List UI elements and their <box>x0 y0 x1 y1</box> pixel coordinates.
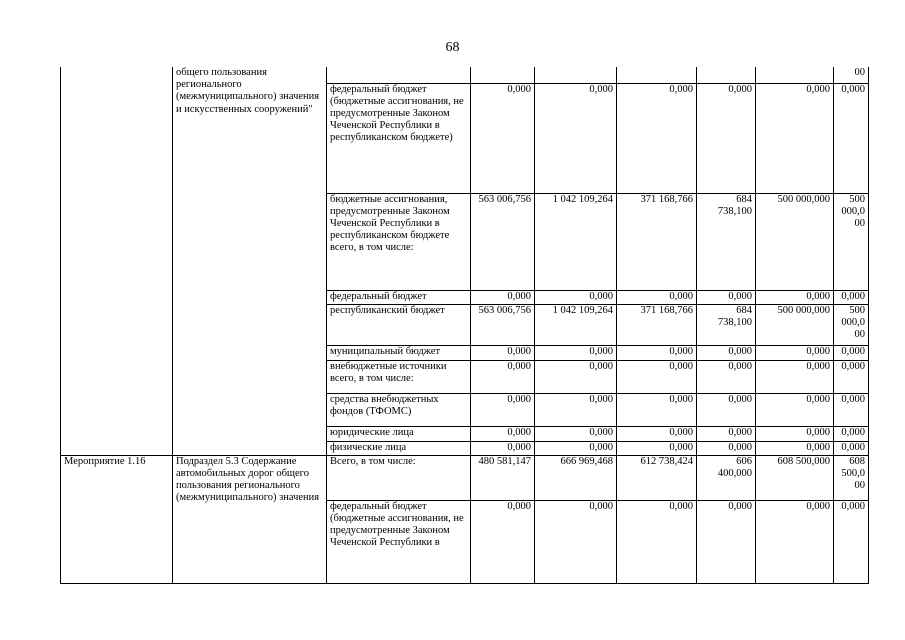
value-cell: 563 006,756 <box>471 304 535 345</box>
value-cell: 0,000 <box>617 393 697 426</box>
value-cell: 608 500,000 <box>756 455 834 500</box>
budget-table <box>60 67 869 584</box>
value-cell: 612 738,424 <box>617 455 697 500</box>
value-cell: 0,000 <box>756 290 834 304</box>
value-cell: 500 000,000 <box>756 193 834 290</box>
value-cell: 371 168,766 <box>617 193 697 290</box>
value-cell: 606 400,000 <box>697 455 756 500</box>
value-cell: 0,000 <box>697 393 756 426</box>
event-code-cell: Мероприятие 1.16 <box>61 455 173 583</box>
value-cell: 0,000 <box>471 360 535 393</box>
value-cell: 0,000 <box>834 500 869 583</box>
value-cell: 0,000 <box>617 290 697 304</box>
value-cell: 1 042 109,264 <box>535 193 617 290</box>
value-cell: 0,000 <box>535 360 617 393</box>
value-cell: 0,000 <box>535 83 617 193</box>
value-cell: 0,000 <box>471 393 535 426</box>
value-cell: 0,000 <box>697 441 756 455</box>
value-cell: 371 168,766 <box>617 304 697 345</box>
value-cell: 0,000 <box>834 345 869 360</box>
funding-source-cell: физические лица <box>327 441 471 455</box>
table-row <box>61 455 869 500</box>
event-name-cell: Подраздел 5.3 Содержание автомобильных дорог общего пользования регионального (межмуниципального) значения <box>173 455 327 583</box>
table-row <box>61 67 869 83</box>
value-cell: 0,000 <box>697 345 756 360</box>
value-cell <box>697 67 756 83</box>
value-cell: 0,000 <box>756 393 834 426</box>
funding-source-cell <box>327 67 471 83</box>
value-cell: 0,000 <box>756 441 834 455</box>
value-cell: 0,000 <box>617 345 697 360</box>
value-cell: 684 738,100 <box>697 304 756 345</box>
value-cell: 0,000 <box>834 83 869 193</box>
value-cell: 0,000 <box>697 426 756 441</box>
value-cell: 0,000 <box>697 500 756 583</box>
funding-source-cell: федеральный бюджет <box>327 290 471 304</box>
value-cell: 480 581,147 <box>471 455 535 500</box>
funding-source-cell: федеральный бюджет (бюджетные ассигнования, не предусмотренные Законом Чеченской Республики в <box>327 500 471 583</box>
value-cell: 0,000 <box>617 441 697 455</box>
value-cell: 0,000 <box>617 426 697 441</box>
value-cell: 0,000 <box>617 500 697 583</box>
funding-source-cell: Всего, в том числе: <box>327 455 471 500</box>
value-cell: 0,000 <box>471 345 535 360</box>
funding-source-cell: внебюджетные источники всего, в том числе: <box>327 360 471 393</box>
value-cell: 0,000 <box>535 393 617 426</box>
value-cell: 684 738,100 <box>697 193 756 290</box>
value-cell: 0,000 <box>834 441 869 455</box>
value-cell: 0,000 <box>756 500 834 583</box>
value-cell: 666 969,468 <box>535 455 617 500</box>
value-cell: 0,000 <box>471 83 535 193</box>
value-cell: 0,000 <box>697 83 756 193</box>
value-cell: 0,000 <box>834 426 869 441</box>
value-cell: 0,000 <box>697 360 756 393</box>
value-cell: 0,000 <box>471 426 535 441</box>
value-cell: 0,000 <box>471 500 535 583</box>
value-cell: 0,000 <box>697 290 756 304</box>
value-cell: 0,000 <box>756 360 834 393</box>
value-cell: 0,000 <box>617 83 697 193</box>
value-cell: 0,000 <box>756 83 834 193</box>
funding-source-cell: средства внебюджетных фондов (ТФОМС) <box>327 393 471 426</box>
funding-source-cell: федеральный бюджет (бюджетные ассигнования, не предусмотренные Законом Чеченской Республики в республиканском бюджете) <box>327 83 471 193</box>
funding-source-cell: республиканский бюджет <box>327 304 471 345</box>
value-cell: 500 000,0 00 <box>834 304 869 345</box>
value-cell <box>535 67 617 83</box>
value-cell: 00 <box>834 67 869 83</box>
funding-source-cell: бюджетные ассигнования, предусмотренные Законом Чеченской Республики в республиканском бюджете всего, в том числе: <box>327 193 471 290</box>
event-code-cell <box>61 67 173 455</box>
value-cell <box>756 67 834 83</box>
value-cell: 0,000 <box>535 426 617 441</box>
value-cell: 0,000 <box>617 360 697 393</box>
value-cell: 0,000 <box>535 441 617 455</box>
value-cell: 0,000 <box>834 393 869 426</box>
value-cell: 0,000 <box>535 290 617 304</box>
value-cell: 0,000 <box>834 290 869 304</box>
value-cell: 0,000 <box>756 345 834 360</box>
value-cell <box>471 67 535 83</box>
value-cell: 500 000,0 00 <box>834 193 869 290</box>
value-cell: 500 000,000 <box>756 304 834 345</box>
value-cell: 0,000 <box>535 500 617 583</box>
value-cell: 0,000 <box>471 290 535 304</box>
value-cell: 0,000 <box>834 360 869 393</box>
value-cell: 563 006,756 <box>471 193 535 290</box>
value-cell: 608 500,0 00 <box>834 455 869 500</box>
value-cell: 0,000 <box>756 426 834 441</box>
event-name-cell: общего пользования регионального (межмуниципального) значения и искусственных сооружений" <box>173 67 327 455</box>
funding-source-cell: муниципальный бюджет <box>327 345 471 360</box>
value-cell: 0,000 <box>535 345 617 360</box>
value-cell: 0,000 <box>471 441 535 455</box>
value-cell <box>617 67 697 83</box>
funding-source-cell: юридические лица <box>327 426 471 441</box>
value-cell: 1 042 109,264 <box>535 304 617 345</box>
page-number: 68 <box>445 40 460 55</box>
